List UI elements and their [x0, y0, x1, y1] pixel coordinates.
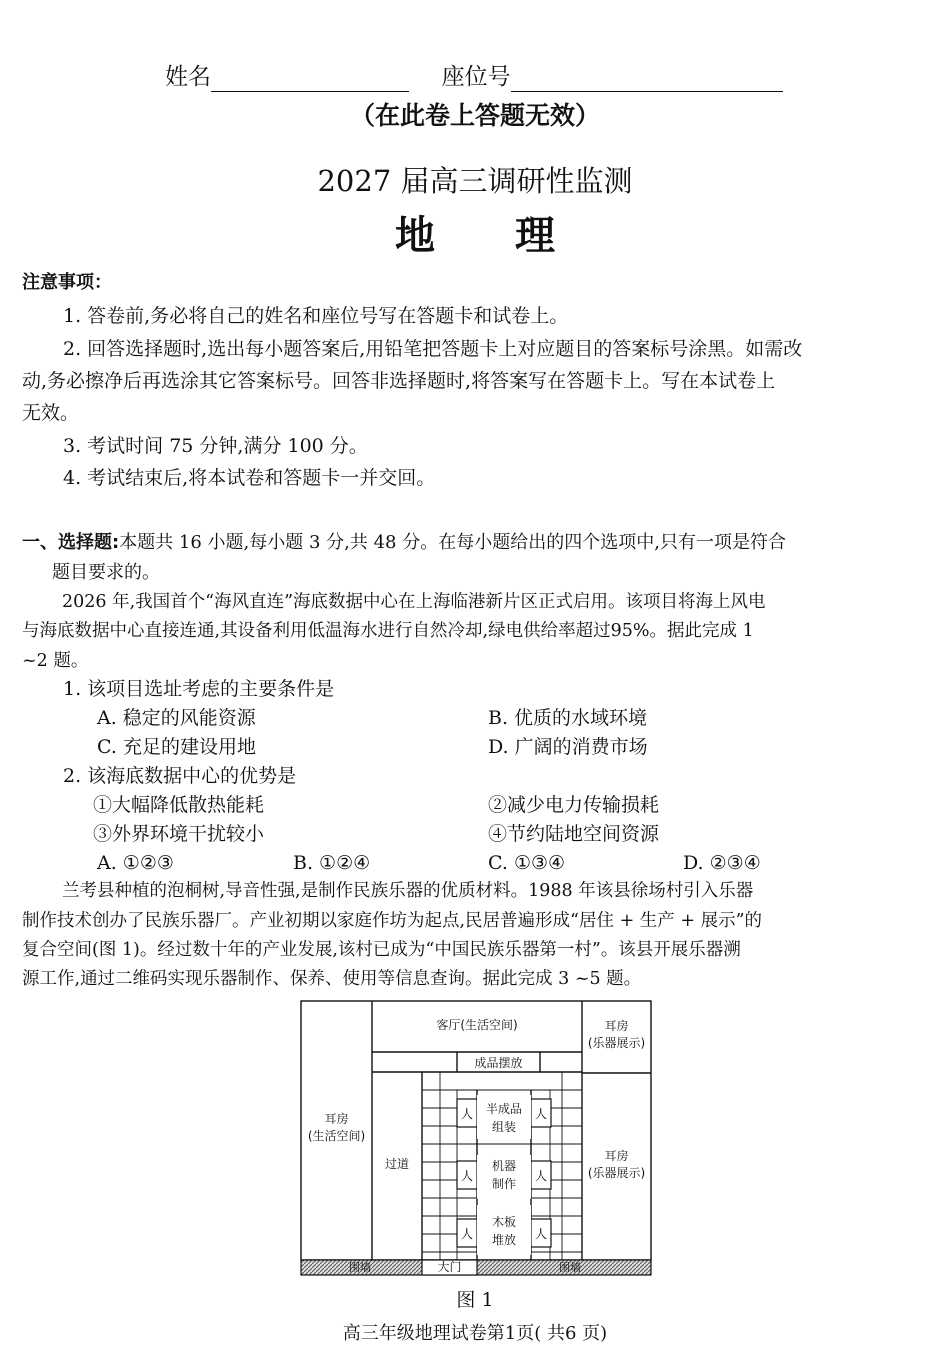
q2-option-c: C. ①③④ — [488, 852, 566, 874]
machine-making-label-2: 制作 — [491, 1177, 516, 1191]
section-intro: 本题共 16 小题,每小题 3 分,共 48 分。在每小题给出的四个选项中,只有一项是符合 — [119, 532, 786, 553]
figure-caption: 图 1 — [456, 1289, 494, 1311]
q1-option-b: B. 优质的水域环境 — [488, 707, 648, 729]
section-intro-cont: 题目要求的。 — [52, 562, 160, 583]
passage1-line-3: ~2 题。 — [22, 651, 89, 671]
ear-room-right-label-2: (乐器展示) — [587, 1166, 646, 1180]
name-field-row — [165, 62, 783, 92]
invalid-note: （在此卷上答题无效） — [349, 101, 600, 130]
page-footer: 高三年级地理试卷第1页( 共6 页) — [342, 1323, 608, 1344]
passage2-line-1: 兰考县种植的泡桐树,导音性强,是制作民族乐器的优质材料。1988 年该县徐场村引入乐器 — [62, 881, 754, 901]
q2-statement-2: ②减少电力传输损耗 — [488, 794, 660, 816]
worker-mark-5: 人 — [460, 1227, 473, 1241]
gate-label: 大门 — [437, 1260, 462, 1274]
worker-mark-6: 人 — [534, 1227, 547, 1241]
q2-option-a: A. ①②③ — [97, 852, 174, 874]
figure-1-floor-plan — [300, 1000, 652, 1276]
ear-room-top-right-label-2: (乐器展示) — [587, 1036, 646, 1050]
q2-statement-3: ③外界环境干扰较小 — [93, 823, 265, 845]
ear-room-left-label-2: (生活空间) — [307, 1129, 366, 1143]
corridor-label: 过道 — [384, 1157, 409, 1171]
section-heading: 一、选择题: — [22, 532, 120, 553]
notice-item-4: 4. 考试结束后,将本试卷和答题卡一并交回。 — [63, 467, 436, 489]
subject-title: 地 理 — [395, 213, 555, 259]
q2-statement-4: ④节约陆地空间资源 — [488, 823, 660, 845]
notice-item-2-cont: 动,务必擦净后再选涂其它答案标号。回答非选择题时,将答案写在答题卡上。写在本试卷上 — [22, 370, 776, 392]
exam-title: 2027 届高三调研性监测 — [317, 164, 633, 198]
q1-stem: 1. 该项目选址考虑的主要条件是 — [63, 678, 335, 700]
ear-room-right-label-1: 耳房 — [604, 1149, 629, 1163]
q2-option-b: B. ①②④ — [293, 852, 371, 874]
ear-room-top-right-label-1: 耳房 — [604, 1019, 629, 1033]
seat-blank — [511, 71, 783, 92]
wood-storage-label-1: 木板 — [491, 1215, 516, 1229]
passage1-line-1: 2026 年,我国首个“海风直连”海底数据中心在上海临港新片区正式启用。该项目将海上风电 — [62, 592, 766, 612]
notice-item-2: 2. 回答选择题时,选出每小题答案后,用铅笔把答题卡上对应题目的答案标号涂黑。如需改 — [63, 338, 803, 360]
q2-statement-1: ①大幅降低散热能耗 — [93, 794, 265, 816]
notice-item-1: 1. 答卷前,务必将自己的姓名和座位号写在答题卡和试卷上。 — [63, 305, 569, 327]
worker-mark-4: 人 — [534, 1169, 547, 1183]
worker-mark-1: 人 — [460, 1107, 473, 1121]
finished-display-label: 成品摆放 — [474, 1056, 523, 1070]
worker-mark-3: 人 — [460, 1169, 473, 1183]
q2-stem: 2. 该海底数据中心的优势是 — [63, 765, 297, 787]
machine-making-label-1: 机器 — [491, 1159, 516, 1173]
q1-option-a: A. 稳定的风能资源 — [97, 707, 256, 729]
section-heading-line — [22, 532, 786, 554]
passage2-line-2: 制作技术创办了民族乐器厂。产业初期以家庭作坊为起点,民居普遍形成“居住 + 生产 + 展示”的 — [22, 911, 763, 931]
notice-heading: 注意事项： — [22, 272, 112, 293]
passage2-line-3: 复合空间(图 1)。经过数十年的产业发展,该村已成为“中国民族乐器第一村”。该县开展乐器溯 — [22, 940, 741, 960]
notice-item-2-end: 无效。 — [22, 402, 80, 424]
seat-label: 座位号 — [441, 64, 511, 90]
wall-right-label: 围墙 — [559, 1261, 581, 1274]
semi-finished-label-1: 半成品 — [485, 1102, 522, 1116]
notice-item-3: 3. 考试时间 75 分钟,满分 100 分。 — [63, 435, 368, 457]
wall-left-label: 围墙 — [349, 1261, 371, 1274]
semi-finished-label-2: 组装 — [491, 1120, 516, 1134]
passage2-line-4: 源工作,通过二维码实现乐器制作、保养、使用等信息查询。据此完成 3 ~5 题。 — [22, 969, 642, 989]
living-room-label: 客厅(生活空间) — [436, 1018, 518, 1032]
wood-storage-label-2: 堆放 — [491, 1233, 516, 1247]
q2-option-d: D. ②③④ — [683, 852, 761, 874]
ear-room-left-label-1: 耳房 — [324, 1112, 349, 1126]
q1-option-c: C. 充足的建设用地 — [97, 736, 256, 758]
worker-mark-2: 人 — [534, 1107, 547, 1121]
name-label: 姓名 — [165, 64, 211, 90]
name-blank — [211, 71, 409, 92]
q1-option-d: D. 广阔的消费市场 — [488, 736, 648, 758]
passage1-line-2: 与海底数据中心直接连通,其设备利用低温海水进行自然冷却,绿电供给率超过95%。据此完成 1 — [22, 621, 754, 641]
